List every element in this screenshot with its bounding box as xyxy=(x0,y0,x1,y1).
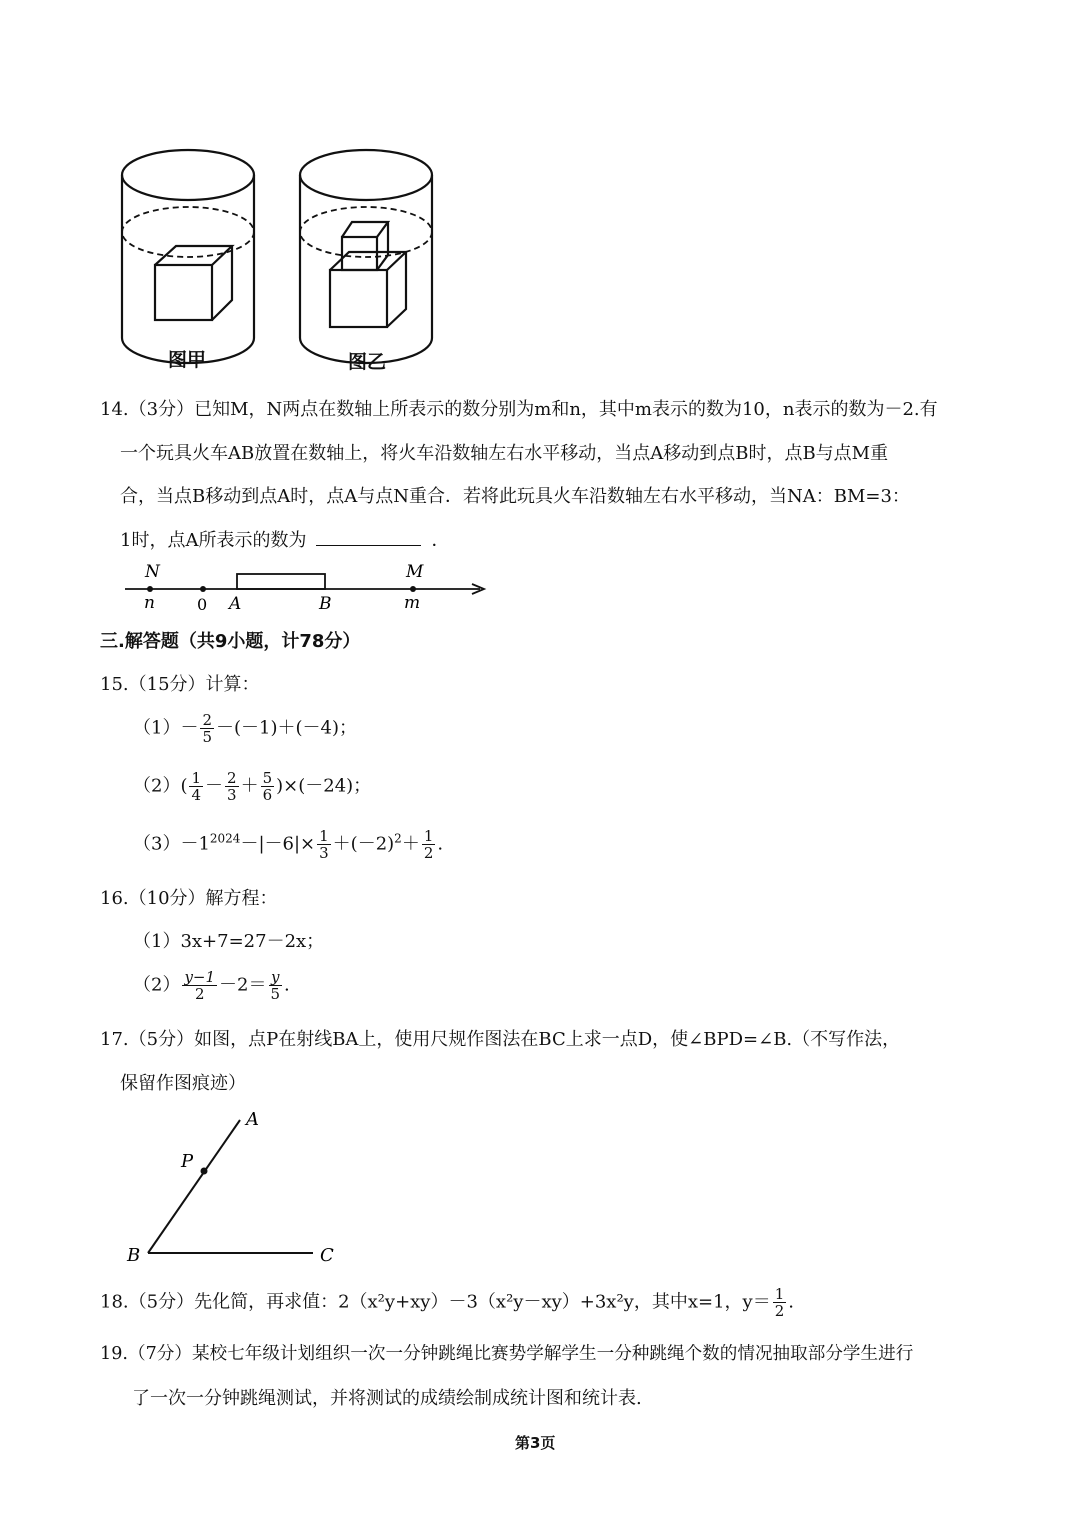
label-zero: 0 xyxy=(197,595,208,614)
q19-line2: 了一次一分钟跳绳测试，并将测试的成绩绘制成统计图和统计表. xyxy=(132,1388,642,1409)
frac-num: 2 xyxy=(227,769,237,787)
fraction xyxy=(182,969,217,1002)
fraction xyxy=(773,1286,787,1319)
q15-p3-mid: －|－6|× xyxy=(240,833,316,855)
frac-num: y−1 xyxy=(184,968,216,986)
label-A: A xyxy=(229,594,242,614)
q15-p1-rest: －(－1)＋(－4)； xyxy=(216,717,357,739)
frac-num: 1 xyxy=(319,827,329,845)
cylinder-yi-top xyxy=(300,150,432,200)
frac-den: 3 xyxy=(319,844,329,862)
water-level-jia xyxy=(122,207,254,257)
frac-num: 5 xyxy=(262,769,273,787)
angle-figure xyxy=(0,1105,1080,1265)
label-M: M xyxy=(406,562,424,582)
fraction xyxy=(269,969,283,1002)
q15-p2-rest: )×(－24)； xyxy=(276,775,372,797)
toy-train-ab xyxy=(237,574,325,589)
q15-part3 xyxy=(133,828,443,861)
label-B: B xyxy=(319,594,332,614)
frac-den: 6 xyxy=(262,786,273,804)
op: ＋ xyxy=(240,775,259,797)
frac-num: 2 xyxy=(202,711,212,729)
q14-line4-end: ． xyxy=(431,530,450,551)
q15-part2 xyxy=(133,770,371,803)
fraction xyxy=(422,828,436,861)
q16-part1: （1）3x+7=27－2x； xyxy=(133,931,325,952)
label-B: B xyxy=(127,1245,141,1266)
fraction xyxy=(317,828,331,861)
q15-stem: 15.（15分）计算： xyxy=(100,674,260,695)
figure-jia-label: 图甲 xyxy=(168,349,207,371)
q15-p3-mid2: ＋(－2) xyxy=(332,833,395,855)
q18-end: . xyxy=(788,1291,794,1313)
label-n: n xyxy=(144,593,155,613)
q17-line2: 保留作图痕迹） xyxy=(120,1073,246,1094)
frac-num: y xyxy=(269,969,283,986)
point-m xyxy=(410,586,416,592)
q16-p2-prefix: （2） xyxy=(133,974,181,996)
point-zero xyxy=(200,586,206,592)
label-A: A xyxy=(246,1109,259,1130)
q18-text xyxy=(100,1286,794,1319)
page-number: 第3页 xyxy=(515,1434,556,1452)
point-p xyxy=(201,1168,208,1175)
op: － xyxy=(205,775,224,797)
q17-line1: 17.（5分）如图，点P在射线BA上，使用尺规作图法在BC上求一点D，使∠BPD=∠B.（不写作法， xyxy=(100,1029,901,1050)
exponent: 2 xyxy=(394,831,402,846)
frac-den: 2 xyxy=(194,985,205,1003)
label-m: m xyxy=(404,593,421,613)
cube-jia xyxy=(155,265,212,320)
frac-den: 5 xyxy=(202,728,212,746)
q15-p3-prefix: （3）－1 xyxy=(133,833,210,855)
cylinder-figures xyxy=(0,0,1080,400)
q16-stem: 16.（10分）解方程： xyxy=(100,888,278,909)
cylinder-jia-top xyxy=(122,150,254,200)
fraction xyxy=(200,712,214,745)
figure-yi-label: 图乙 xyxy=(348,351,387,373)
q15-part1 xyxy=(133,712,357,745)
section3-title: 三.解答题（共9小题，计78分） xyxy=(100,631,361,652)
label-C: C xyxy=(320,1245,334,1266)
q15-p3-end: . xyxy=(437,833,444,855)
op: ＋ xyxy=(401,833,420,855)
q16-p2-mid: －2＝ xyxy=(219,974,267,996)
q14-line4-text: 1时，点A所表示的数为 xyxy=(120,530,307,551)
water-level-yi xyxy=(300,207,432,257)
point-n xyxy=(147,586,153,592)
frac-den: 4 xyxy=(191,786,202,804)
big-cube-yi xyxy=(330,270,387,327)
frac-den: 3 xyxy=(227,786,237,804)
frac-den: 2 xyxy=(774,1302,785,1320)
answer-blank xyxy=(316,531,421,546)
exponent: 2024 xyxy=(209,831,241,846)
frac-den: 2 xyxy=(423,844,434,862)
frac-den: 5 xyxy=(270,985,281,1003)
q14-line3: 合，当点B移动到点A时，点A与点N重合．若将此玩具火车沿数轴左右水平移动，当NA：BM=3： xyxy=(120,486,910,507)
q15-p1-prefix: （1）－ xyxy=(133,717,199,739)
q14-line4 xyxy=(120,526,449,552)
frac-num: 1 xyxy=(191,769,202,787)
q16-p2-end: . xyxy=(284,974,290,996)
number-line-figure xyxy=(0,560,1080,620)
label-P: P xyxy=(181,1151,194,1172)
fraction xyxy=(189,770,203,803)
q14-line1: 14.（3分）已知M，N两点在数轴上所表示的数分别为m和n，其中m表示的数为10，n表示的数为－2.有 xyxy=(100,399,938,420)
fraction xyxy=(225,770,239,803)
frac-num: 1 xyxy=(774,1285,785,1303)
q19-line1: 19.（7分）某校七年级计划组织一次一分钟跳绳比赛势学解学生一分种跳绳个数的情况抽取部分学生进行 xyxy=(100,1344,914,1364)
q16-part2 xyxy=(133,969,290,1002)
q18-body: 18.（5分）先化简，再求值：2（x²y+xy）－3（x²y－xy）+3x²y，其中x=1，y＝ xyxy=(100,1291,771,1313)
label-N: N xyxy=(145,562,160,582)
fraction xyxy=(261,770,275,803)
q15-p2-prefix: （2）( xyxy=(133,775,188,797)
q14-line2: 一个玩具火车AB放置在数轴上，将火车沿数轴左右水平移动，当点A移动到点B时，点B与点M重 xyxy=(120,443,889,464)
frac-num: 1 xyxy=(423,827,434,845)
